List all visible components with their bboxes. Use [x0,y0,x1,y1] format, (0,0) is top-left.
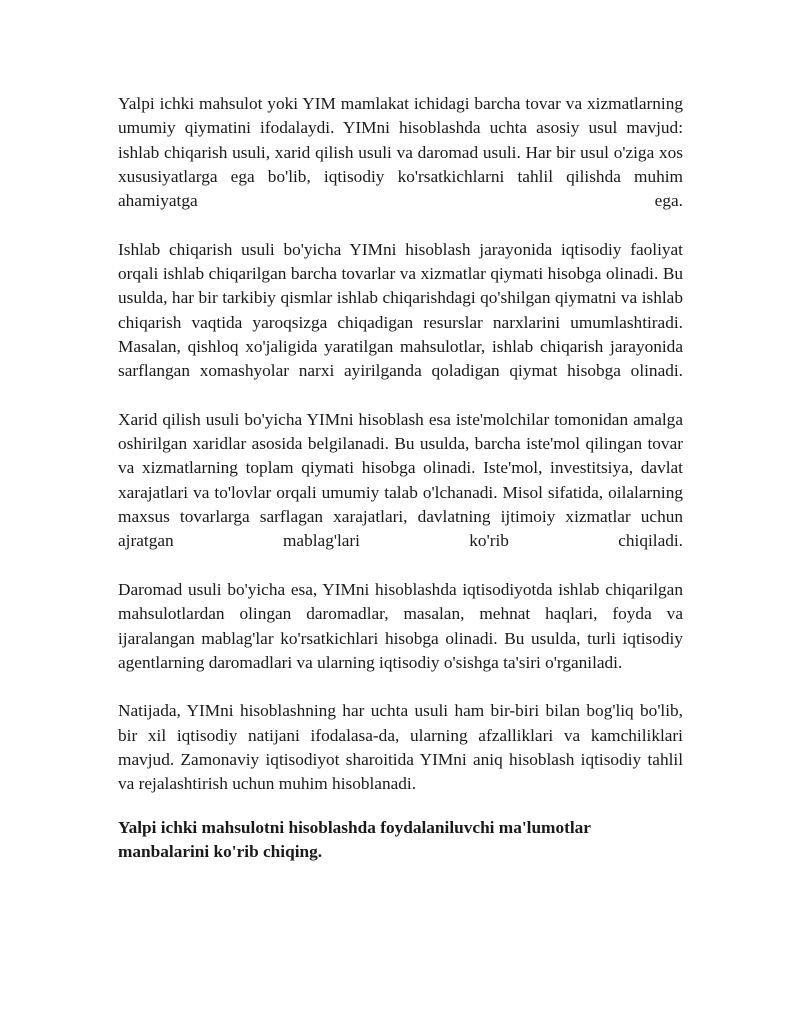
paragraph-intro: Yalpi ichki mahsulot yoki YIM mamlakat ichidagi barcha tovar va xizmatlarning umumiy qiymatini ifodalaydi. YIMni hisoblashda uchta asosiy usul mavjud: ishlab chiqarish usuli, xarid qilish usuli va daromad usuli. Har bir usul o'ziga xos xususiyatlarga ega bo'lib, iqtisodiy ko'rsatkichlarni tahlil qilishda muhim ahamiyatga ega. [118,94,683,211]
document-body [118,92,683,865]
paragraph-expenditure-method: Xarid qilish usuli bo'yicha YIMni hisoblash esa iste'molchilar tomonidan amalga oshirilgan xaridlar asosida belgilanadi. Bu usulda, barcha iste'mol qilingan tovar va xizmatlarning toplam qiymati hisobga olinadi. Iste'mol, investitsiya, davlat xarajatlari va to'lovlar orqali umumiy talab o'lchanadi. Misol sifatida, oilalarning maxsus tovarlarga sarflagan xarajatlari, davlatning ijtimoiy xizmatlar uchun ajratgan mablag'lari ko'rib chiqiladi. [118,409,683,551]
question-heading: Yalpi ichki mahsulotni hisoblashda foydalaniluvchi ma'lumotlar manbalarini ko'rib chiqing. [118,817,591,862]
paragraph-income-method: Daromad usuli bo'yicha esa, YIMni hisoblashda iqtisodiyotda ishlab chiqarilgan mahsulotlardan olingan daromadlar, masalan, mehnat haqlari, foyda va ijaralangan mablag'lar ko'rsatkichlari hisobga olinadi. Bu usulda, turli iqtisodiy agentlarning daromadlari va ularning iqtisodiy o'sishga ta'siri o'rganiladi. [118,579,683,672]
paragraph-production-method: Ishlab chiqarish usuli bo'yicha YIMni hisoblash jarayonida iqtisodiy faoliyat orqali ishlab chiqarilgan barcha tovarlar va xizmatlar qiymati hisobga olinadi. Bu usulda, har bir tarkibiy qismlar ishlab chiqarishdagi qo'shilgan qiymatni va ishlab chiqarish vaqtida yaroqsizga chiqadigan resurslar narxlarini umumlashtiradi. Masalan, qishloq xo'jaligida yaratilgan mahsulotlar, ishlab chiqarish jarayonida sarflangan xomashyolar narxi ayirilganda qoladigan qiymat hisobga olinadi. [118,239,683,381]
paragraph-conclusion: Natijada, YIMni hisoblashning har uchta usuli ham bir-biri bilan bog'liq bo'lib, bir xil iqtisodiy natijani ifodalasa-da, ularning afzalliklari va kamchiliklari mavjud. Zamonaviy iqtisodiyot sharoitida YIMni aniq hisoblash iqtisodiy tahlil va rejalashtirish uchun muhim hisoblanadi. [118,701,683,794]
